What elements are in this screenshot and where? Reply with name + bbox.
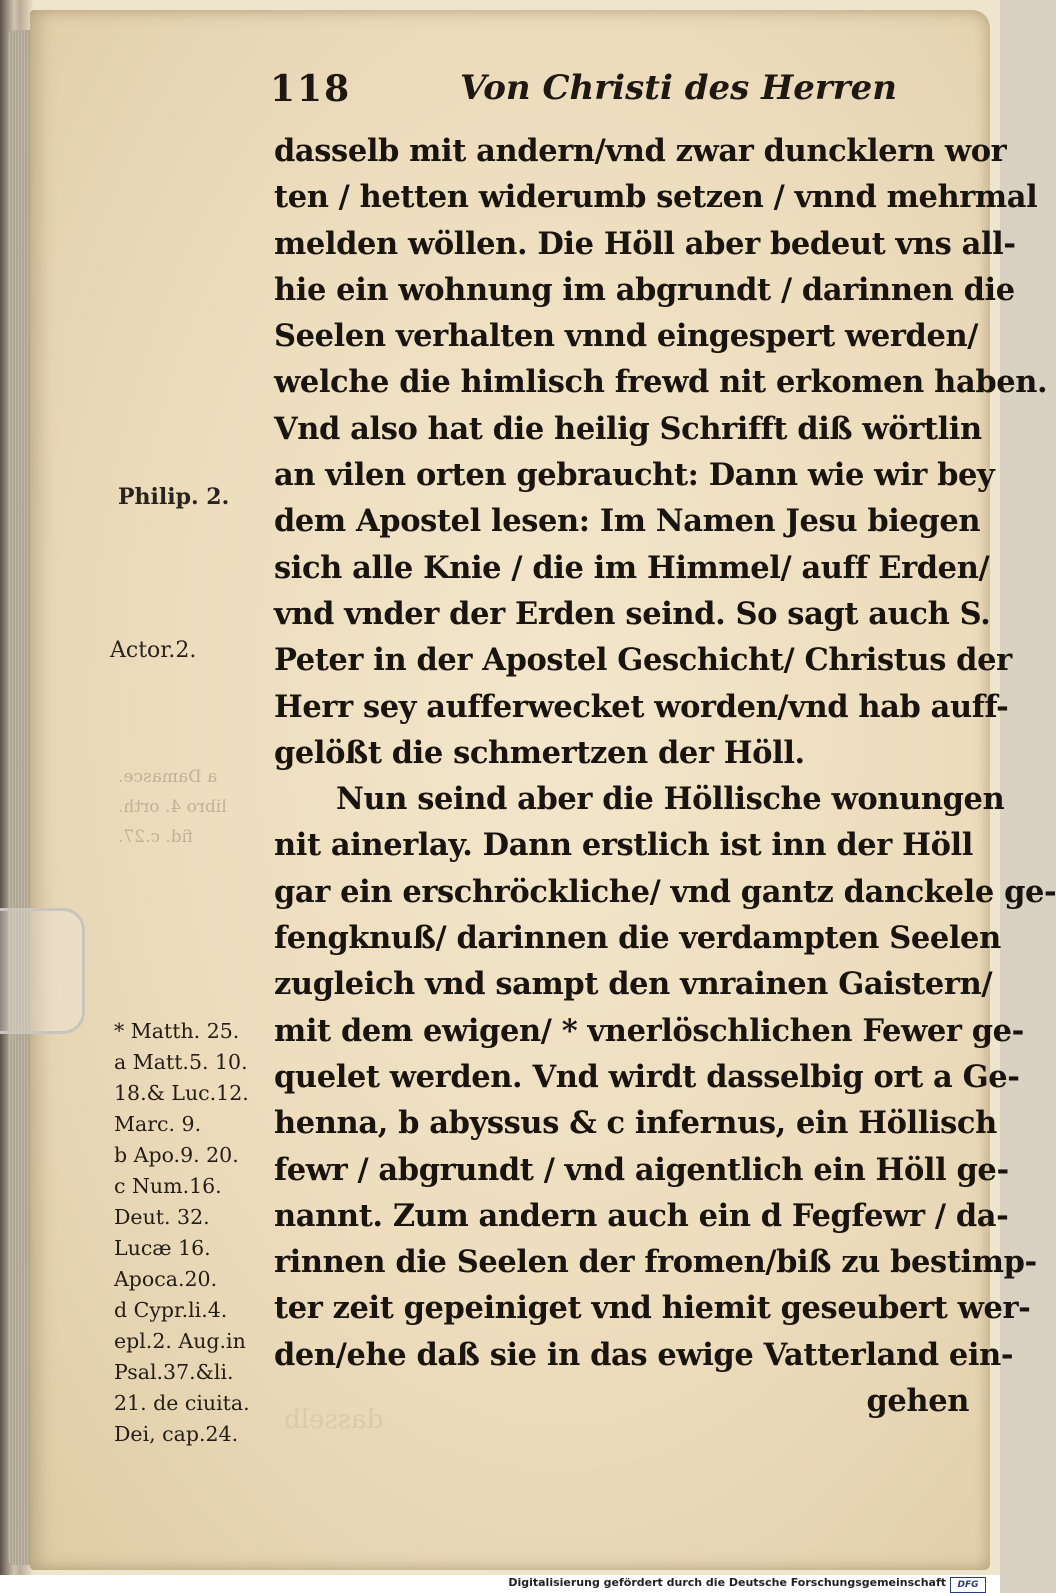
catchword: gehen bbox=[866, 1383, 969, 1420]
text-line: nit ainerlay. Dann erstlich ist inn der Höll bbox=[274, 827, 973, 864]
text-line: Vnd also hat die heilig Schrifft diß wörtlin bbox=[274, 410, 982, 447]
text-line: zugleich vnd sampt den vnrainen Gaistern/ bbox=[274, 966, 993, 1003]
text-line: quelet werden. Vnd wirdt dasselbig ort a Ge- bbox=[274, 1058, 1020, 1095]
reference-line: Marc. 9. bbox=[114, 1112, 202, 1136]
footer-bar bbox=[0, 1575, 1000, 1593]
reference-line: b Apo.9. 20. bbox=[114, 1143, 239, 1167]
text-line: den/ehe daß sie in das ewige Vatterland ein- bbox=[274, 1336, 1014, 1373]
reference-line: 18.& Luc.12. bbox=[114, 1081, 249, 1105]
reference-line: d Cypr.li.4. bbox=[114, 1298, 228, 1322]
text-line: vnd vnder der Erden seind. So sagt auch S. bbox=[274, 595, 991, 632]
reference-line: epl.2. Aug.in bbox=[114, 1329, 246, 1353]
reference-line: Apoca.20. bbox=[114, 1267, 218, 1291]
text-line: hie ein wohnung im abgrundt / darinnen die bbox=[274, 271, 1015, 308]
text-line: welche die himlisch frewd nit erkomen haben. bbox=[274, 364, 1048, 401]
ghost-line: fid. c.27. bbox=[118, 827, 193, 847]
margin-note-philip: Philip. 2. bbox=[118, 484, 230, 510]
reference-line: Psal.37.&li. bbox=[114, 1360, 234, 1384]
text-line: Nun seind aber die Höllische wonungen bbox=[336, 781, 1005, 818]
text-line: Peter in der Apostel Geschicht/ Christus der bbox=[274, 642, 1012, 679]
dfg-logo-icon: DFG bbox=[950, 1577, 986, 1593]
text-line: Seelen verhalten vnnd eingespert werden/ bbox=[274, 318, 978, 355]
text-line: ter zeit gepeiniget vnd hiemit geseubert wer- bbox=[274, 1290, 1031, 1327]
text-line: ten / hetten widerumb setzen / vnnd mehrmal bbox=[274, 179, 1038, 216]
reference-line: a Matt.5. 10. bbox=[114, 1050, 248, 1074]
text-line: gelößt die schmertzen der Höll. bbox=[274, 734, 805, 771]
text-line: fengknuß/ darinnen die verdampten Seelen bbox=[274, 920, 1001, 957]
running-head: Von Christi des Herren bbox=[460, 68, 898, 108]
text-line: dem Apostel lesen: Im Namen Jesu biegen bbox=[274, 503, 981, 540]
bleed-through-text: dasselb bbox=[284, 1405, 384, 1435]
page-number: 118 bbox=[270, 68, 352, 110]
ghost-line: a Damasce. bbox=[118, 767, 218, 787]
reference-line: Lucæ 16. bbox=[114, 1236, 211, 1260]
text-line: nannt. Zum andern auch ein d Fegfewr / da- bbox=[274, 1197, 1009, 1234]
text-line: fewr / abgrundt / vnd aigentlich ein Höll ge- bbox=[274, 1151, 1009, 1188]
reference-line: Dei, cap.24. bbox=[114, 1422, 239, 1446]
text-line: dasselb mit andern/vnd zwar duncklern wor bbox=[274, 133, 1007, 169]
reference-line: c Num.16. bbox=[114, 1174, 222, 1198]
reference-line: 21. de ciuita. bbox=[114, 1391, 250, 1415]
margin-note-actor: Actor.2. bbox=[110, 638, 197, 663]
text-line: henna, b abyssus & c infernus, ein Höllisch bbox=[274, 1105, 997, 1142]
bleed-through-margin-notes bbox=[118, 762, 268, 852]
reference-line: Deut. 32. bbox=[114, 1205, 210, 1229]
text-line: melden wöllen. Die Höll aber bedeut vns all- bbox=[274, 225, 1016, 262]
body-text bbox=[274, 128, 1056, 1424]
text-line: an vilen orten gebraucht: Dann wie wir bey bbox=[274, 457, 995, 494]
page-clip bbox=[0, 908, 85, 1034]
ghost-line: libro 4. orth. bbox=[118, 797, 227, 817]
text-line: gar ein erschröckliche/ vnd gantz danckele ge- bbox=[274, 873, 1056, 910]
text-line: Herr sey aufferwecket worden/vnd hab auff- bbox=[274, 688, 1009, 725]
margin-references bbox=[114, 1016, 274, 1450]
text-line: mit dem ewigen/ * vnerlöschlichen Fewer ge- bbox=[274, 1012, 1024, 1049]
text-line: rinnen die Seelen der fromen/biß zu bestimp- bbox=[274, 1244, 1037, 1281]
reference-line: * Matth. 25. bbox=[114, 1019, 240, 1043]
footer-credit: Digitalisierung gefördert durch die Deutsche Forschungsgemeinschaft bbox=[508, 1576, 946, 1589]
page-header bbox=[270, 60, 970, 120]
text-line: sich alle Knie / die im Himmel/ auff Erden/ bbox=[274, 549, 990, 586]
